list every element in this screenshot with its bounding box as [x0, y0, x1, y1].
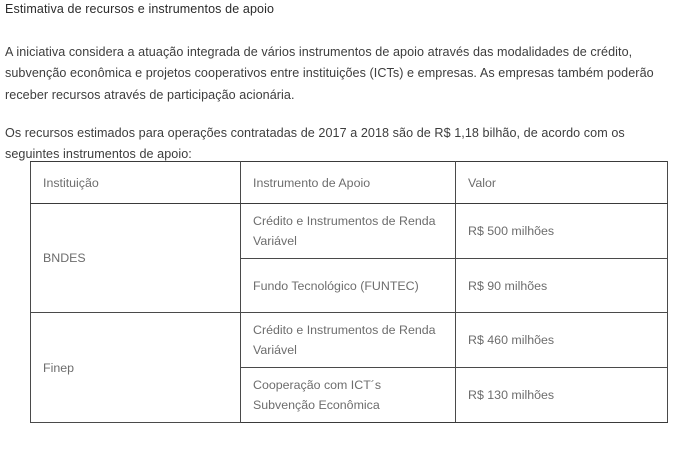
resources-table	[30, 161, 668, 423]
cell-instrument: Crédito e Instrumentos de Renda Variável	[241, 313, 456, 368]
table-header-row	[31, 162, 668, 204]
resources-paragraph: Os recursos estimados para operações contratadas de 2017 a 2018 são de R$ 1,18 bilhão, de acordo com os seguintes instrumentos de apoio:	[5, 125, 625, 162]
column-header-instrument: Instrumento de Apoio	[241, 162, 456, 204]
cell-institution: Finep	[31, 313, 241, 423]
cell-institution: BNDES	[31, 204, 241, 313]
table-row	[31, 313, 668, 368]
table-body	[31, 204, 668, 423]
cell-value: R$ 500 milhões	[456, 204, 668, 259]
intro-paragraph: A iniciativa considera a atuação integrada de vários instrumentos de apoio através das modalidades de crédito, subvenção econômica e projetos cooperativos entre instituições (ICTs) e empresas. As empresas também poderão receber recursos através de participação acionária.	[5, 44, 654, 102]
column-header-institution: Instituição	[31, 162, 241, 204]
column-header-value: Valor	[456, 162, 668, 204]
cell-value: R$ 130 milhões	[456, 368, 668, 423]
cell-instrument: Fundo Tecnológico (FUNTEC)	[241, 259, 456, 313]
cell-value: R$ 460 milhões	[456, 313, 668, 368]
page-title: Estimativa de recursos e instrumentos de apoio	[5, 2, 275, 16]
cell-instrument: Crédito e Instrumentos de Renda Variável	[241, 204, 456, 259]
table-header	[31, 162, 668, 204]
cell-value: R$ 90 milhões	[456, 259, 668, 313]
table-row	[31, 204, 668, 259]
cell-instrument: Cooperação com ICT´s Subvenção Econômica	[241, 368, 456, 423]
